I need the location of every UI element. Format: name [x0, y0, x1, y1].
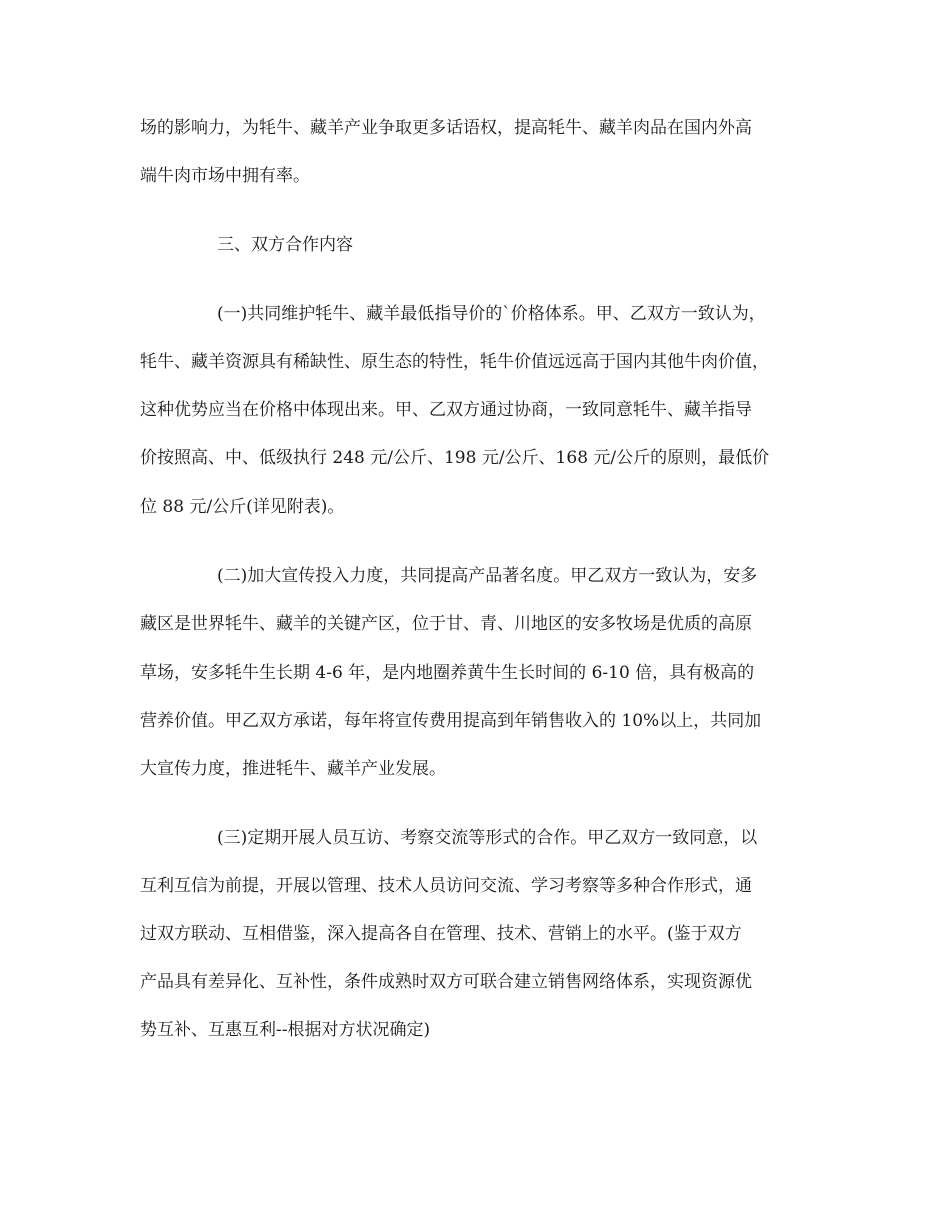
- paragraph-line: 大宣传力度，推进牦牛、藏羊产业发展。: [140, 759, 446, 779]
- paragraph-line: 产品具有差异化、互补性，条件成熟时双方可联合建立销售网络体系，实现资源优: [140, 972, 752, 992]
- paragraph-line: 草场，安多牦牛生长期 4-6 年，是内地圈养黄牛生长时间的 6-10 倍，具有极高的: [140, 663, 755, 683]
- paragraph-line: 藏区是世界牦牛、藏羊的关键产区，位于甘、青、川地区的安多牧场是优质的高原: [140, 614, 752, 634]
- paragraph-line: 互利互信为前提，开展以管理、技术人员访问交流、学习考察等多种合作形式，通: [140, 876, 752, 896]
- paragraph-line: 价按照高、中、低级执行 248 元/公斤、198 元/公斤、168 元/公斤的原则，最低价: [140, 448, 770, 468]
- paragraph-line: 场的影响力，为牦牛、藏羊产业争取更多话语权，提高牦牛、藏羊肉品在国内外高: [140, 118, 752, 138]
- paragraph-line: (三)定期开展人员互访、考察交流等形式的合作。甲乙双方一致同意，以: [217, 828, 758, 848]
- paragraph-line: 这种优势应当在价格中体现出来。甲、乙双方通过协商，一致同意牦牛、藏羊指导: [140, 400, 752, 420]
- paragraph-line: (一)共同维护牦牛、藏羊最低指导价的`价格体系。甲、乙双方一致认为，: [217, 304, 766, 324]
- paragraph-line: 营养价值。甲乙双方承诺，每年将宣传费用提高到年销售收入的 10%以上，共同加: [140, 711, 762, 731]
- paragraph-line: 牦牛、藏羊资源具有稀缺性、原生态的特性，牦牛价值远远高于国内其他牛肉价值，: [140, 352, 769, 372]
- paragraph-line: (二)加大宣传投入力度，共同提高产品著名度。甲乙双方一致认为，安多: [217, 566, 758, 586]
- paragraph-line: 过双方联动、互相借鉴，深入提高各自在管理、技术、营销上的水平。(鉴于双方: [140, 924, 742, 944]
- section-heading: 三、双方合作内容: [217, 235, 353, 255]
- paragraph-line: 位 88 元/公斤(详见附表)。: [140, 497, 345, 517]
- paragraph-line: 势互补、互惠互利--根据对方状况确定): [140, 1020, 431, 1040]
- paragraph-line: 端牛肉市场中拥有率。: [140, 166, 310, 186]
